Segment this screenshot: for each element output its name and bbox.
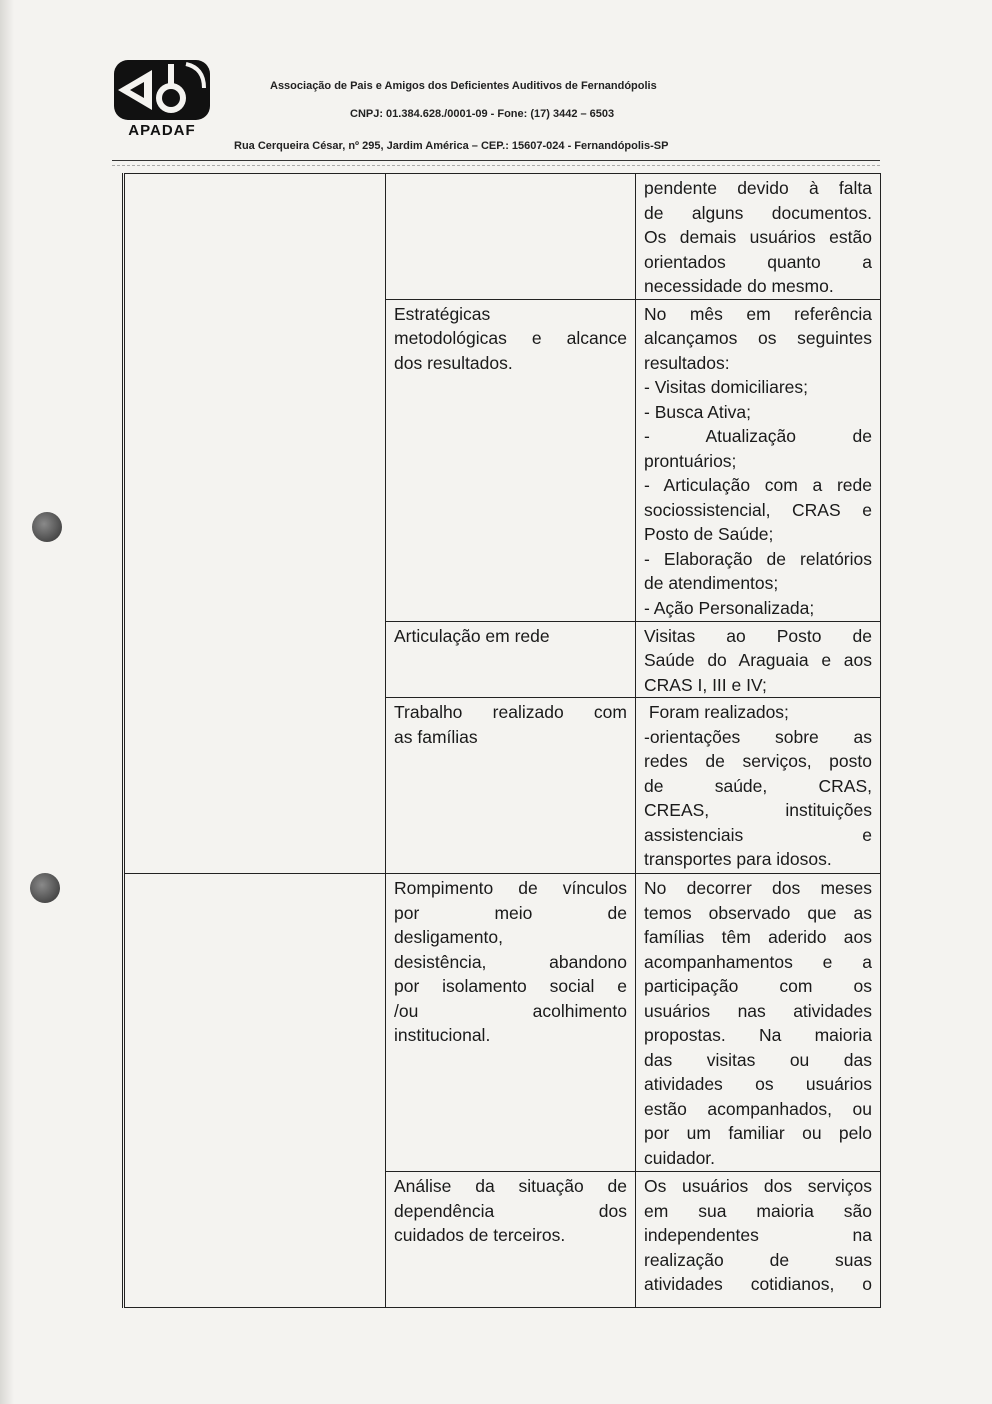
label-cell xyxy=(386,621,636,698)
logo-emblem-icon xyxy=(112,58,212,122)
label-line: Estratégicas xyxy=(394,303,491,324)
text-line: realização de suas xyxy=(644,1249,872,1270)
label-line: institucional. xyxy=(394,1025,491,1045)
label-line: Rompimento de vínculos xyxy=(394,878,627,898)
text-line: de atendimentos; xyxy=(644,573,779,593)
text-line: Os usuários dos serviços xyxy=(644,1176,872,1196)
text-line: de saúde, CRAS, xyxy=(644,775,872,796)
text-line: necessidade do mesmo. xyxy=(644,276,834,296)
label-line: /ou acolhimento xyxy=(394,1000,627,1021)
text-line: temos observado que as xyxy=(644,902,872,923)
text-line: assistenciais e xyxy=(644,824,872,845)
text-line: acompanhamentos e a xyxy=(644,951,872,972)
text-line: transportes para idosos. xyxy=(644,849,832,869)
address: Rua Cerqueira César, nº 295, Jardim América – CEP.: 15607-024 - Fernandópolis-SP xyxy=(234,140,669,152)
punch-hole-top xyxy=(32,512,62,542)
text-line: Posto de Saúde; xyxy=(644,524,774,544)
label-cell xyxy=(386,1172,636,1308)
table-row xyxy=(124,874,881,1172)
label-line: desligamento, xyxy=(394,927,503,947)
text-line: propostas. Na maioria xyxy=(644,1025,872,1045)
label-cell xyxy=(386,698,636,874)
text-line: orientados quanto a xyxy=(644,251,872,272)
label-line: as famílias xyxy=(394,726,478,747)
text-line: atividades cotidianos, o xyxy=(644,1274,872,1294)
label-line: metodológicas e alcance xyxy=(394,328,627,348)
label-line: desistência, abandono xyxy=(394,951,627,972)
group-cell-1 xyxy=(124,174,386,874)
logo-text: APADAF xyxy=(128,122,196,139)
label-cell xyxy=(386,874,636,1172)
text-line: - Visitas domiciliares; xyxy=(644,377,809,397)
text-line: atividades os usuários xyxy=(644,1074,872,1094)
label-line: dos resultados. xyxy=(394,352,513,373)
text-line: -orientações sobre as xyxy=(644,726,872,747)
content-cell xyxy=(636,621,881,698)
text-line: No decorrer dos meses xyxy=(644,878,872,898)
text-line: das visitas ou das xyxy=(644,1049,872,1070)
text-line: pendente devido à falta xyxy=(644,178,872,198)
label-line: Articulação em rede xyxy=(394,625,550,646)
text-line: Foram realizados; xyxy=(644,702,789,722)
apadaf-logo xyxy=(112,58,212,140)
label-cell xyxy=(386,299,636,621)
content-cell xyxy=(636,299,881,621)
text-line: CREAS, instituições xyxy=(644,800,872,820)
text-line: cuidador. xyxy=(644,1147,716,1168)
text-line: CRAS I, III e IV; xyxy=(644,674,767,695)
header-divider xyxy=(112,160,880,161)
text-line: redes de serviços, posto xyxy=(644,751,872,771)
text-line: Saúde do Araguaia e aos xyxy=(644,650,872,670)
content-cell xyxy=(636,174,881,300)
label-line: cuidados de terceiros. xyxy=(394,1225,566,1245)
group-cell-2 xyxy=(124,874,386,1308)
text-line: independentes na xyxy=(644,1225,872,1245)
text-line: usuários nas atividades xyxy=(644,1000,872,1021)
text-line: de alguns documentos. xyxy=(644,202,872,223)
text-line: em sua maioria são xyxy=(644,1200,872,1221)
header-divider-secondary xyxy=(112,165,880,166)
text-line: No mês em referência xyxy=(644,303,872,324)
text-line: prontuários; xyxy=(644,450,737,471)
text-line: sociossistencial, CRAS e xyxy=(644,499,872,520)
text-line: - Atualização de xyxy=(644,426,872,446)
text-line: estão acompanhados, ou xyxy=(644,1098,872,1119)
content-cell xyxy=(636,698,881,874)
text-line: Os demais usuários estão xyxy=(644,227,872,247)
label-line: Trabalho realizado com xyxy=(394,702,627,722)
label-line: por meio de xyxy=(394,902,627,923)
text-line: por um familiar ou pelo xyxy=(644,1123,872,1143)
activities-table xyxy=(122,173,881,1308)
text-line: - Elaboração de relatórios xyxy=(644,548,872,569)
text-line: - Busca Ativa; xyxy=(644,401,751,422)
content-cell xyxy=(636,1172,881,1308)
content-cell xyxy=(636,874,881,1172)
table-row xyxy=(124,174,881,300)
label-line: Análise da situação de xyxy=(394,1176,627,1196)
text-line: alcançamos os seguintes xyxy=(644,328,872,348)
label-line: dependência dos xyxy=(394,1200,627,1221)
text-line: participação com os xyxy=(644,976,872,996)
label-cell xyxy=(386,174,636,300)
text-line: resultados: xyxy=(644,352,730,373)
text-line: famílias têm aderido aos xyxy=(644,927,872,947)
text-line: - Articulação com a rede xyxy=(644,475,872,495)
text-line: - Ação Personalizada; xyxy=(644,597,815,618)
organization-name: Associação de Pais e Amigos dos Deficientes Auditivos de Fernandópolis xyxy=(270,80,657,92)
label-line: por isolamento social e xyxy=(394,976,627,996)
cnpj-phone: CNPJ: 01.384.628./0001-09 - Fone: (17) 3442 – 6503 xyxy=(350,108,615,120)
punch-hole-bottom xyxy=(30,873,60,903)
text-line: Visitas ao Posto de xyxy=(644,625,872,646)
page-edge-shadow xyxy=(0,0,14,1404)
